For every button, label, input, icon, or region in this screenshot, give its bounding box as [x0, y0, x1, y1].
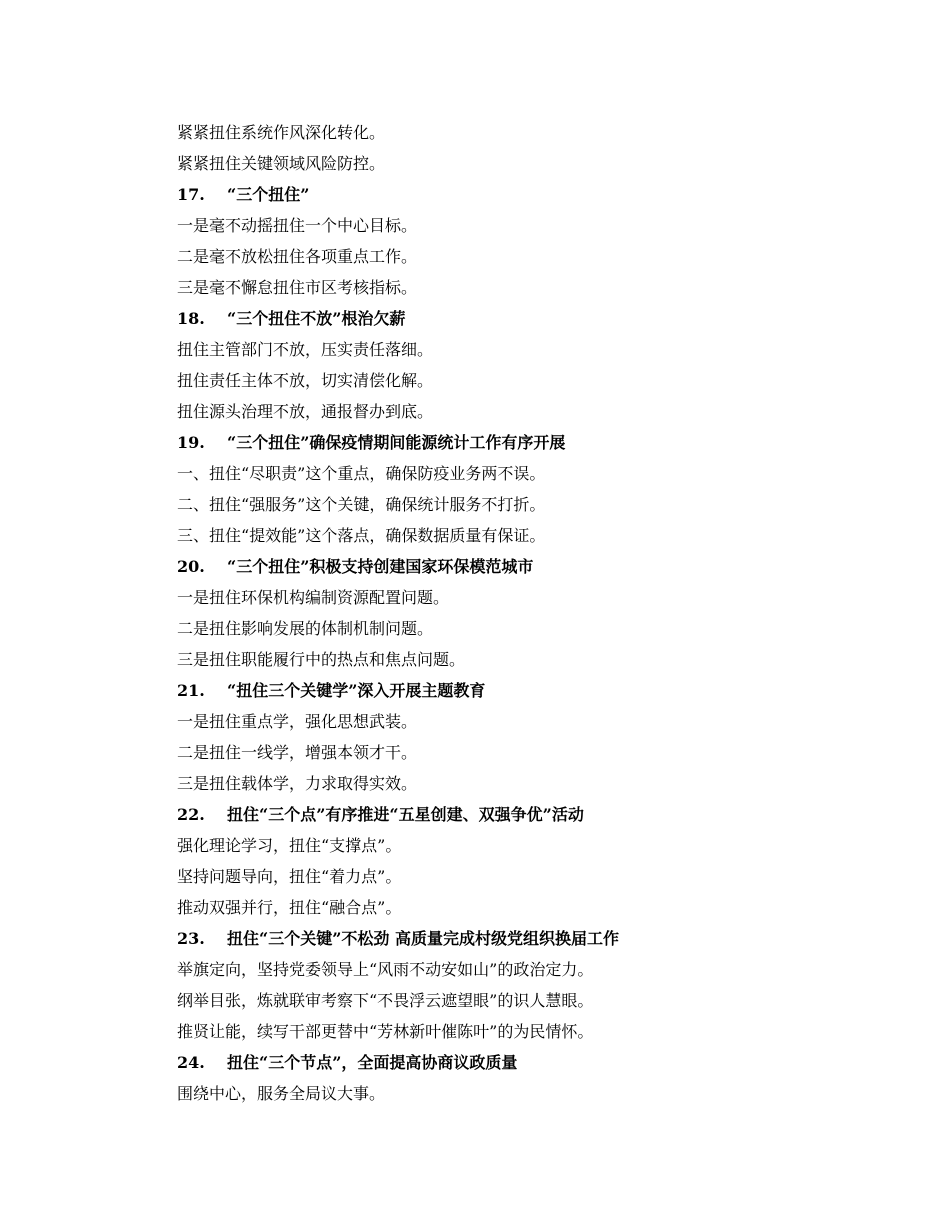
body-line: 二是扭住一线学，增强本领才干。 — [177, 743, 418, 762]
section-title: “三个扭住”积极支持创建国家环保模范城市 — [227, 557, 534, 576]
section-number: 21. — [177, 681, 205, 700]
section-heading — [177, 675, 917, 706]
section-heading — [177, 923, 917, 954]
section-title: 扭住“三个点”有序推进“五星创建、双强争优”活动 — [227, 805, 584, 824]
section-title: “三个扭住”确保疫情期间能源统计工作有序开展 — [227, 433, 566, 452]
body-line: 推动双强并行，扭住“融合点”。 — [177, 898, 402, 917]
body-line: 三、扭住“提效能”这个落点，确保数据质量有保证。 — [177, 526, 546, 545]
section-number: 17. — [177, 185, 205, 204]
body-line: 推贤让能，续写干部更替中“芳林新叶催陈叶”的为民情怀。 — [177, 1022, 594, 1041]
body-line: 紧紧扭住关键领域风险防控。 — [177, 154, 386, 173]
body-line: 二是毫不放松扭住各项重点工作。 — [177, 247, 418, 266]
body-line: 一、扭住“尽职责”这个重点，确保防疫业务两不误。 — [177, 464, 546, 483]
body-line: 扭住主管部门不放，压实责任落细。 — [177, 340, 434, 359]
section-title: 扭住“三个关键”不松劲 高质量完成村级党组织换届工作 — [227, 929, 619, 948]
body-line: 纲举目张，炼就联审考察下“不畏浮云遮望眼”的识人慧眼。 — [177, 991, 594, 1010]
body-line: 扭住责任主体不放，切实清偿化解。 — [177, 371, 434, 390]
body-line: 三是扭住载体学，力求取得实效。 — [177, 774, 418, 793]
body-line: 紧紧扭住系统作风深化转化。 — [177, 123, 386, 142]
body-line: 二是扭住影响发展的体制机制问题。 — [177, 619, 434, 638]
section-heading — [177, 1047, 917, 1078]
section-number: 19. — [177, 433, 205, 452]
section-heading — [177, 179, 917, 210]
body-line: 三是扭住职能履行中的热点和焦点问题。 — [177, 650, 466, 669]
body-line: 围绕中心，服务全局议大事。 — [177, 1084, 386, 1103]
body-line: 强化理论学习，扭住“支撑点”。 — [177, 836, 402, 855]
section-heading — [177, 799, 917, 830]
body-line: 三是毫不懈怠扭住市区考核指标。 — [177, 278, 418, 297]
section-heading — [177, 551, 917, 582]
section-title: 扭住“三个节点”，全面提高协商议政质量 — [227, 1053, 518, 1072]
body-line: 扭住源头治理不放，通报督办到底。 — [177, 402, 434, 421]
section-title: “扭住三个关键学”深入开展主题教育 — [227, 681, 486, 700]
section-number: 22. — [177, 805, 205, 824]
section-title: “三个扭住” — [227, 185, 310, 204]
section-number: 24. — [177, 1053, 205, 1072]
body-line: 坚持问题导向，扭住“着力点”。 — [177, 867, 402, 886]
document-body — [177, 117, 917, 1109]
section-heading — [177, 427, 917, 458]
body-line: 举旗定向，坚持党委领导上“风雨不动安如山”的政治定力。 — [177, 960, 594, 979]
section-number: 23. — [177, 929, 205, 948]
body-line: 一是扭住环保机构编制资源配置问题。 — [177, 588, 450, 607]
section-number: 18. — [177, 309, 205, 328]
body-line: 一是毫不动摇扭住一个中心目标。 — [177, 216, 418, 235]
section-number: 20. — [177, 557, 205, 576]
section-heading — [177, 303, 917, 334]
body-line: 二、扭住“强服务”这个关键，确保统计服务不打折。 — [177, 495, 546, 514]
body-line: 一是扭住重点学，强化思想武装。 — [177, 712, 418, 731]
section-title: “三个扭住不放”根治欠薪 — [227, 309, 406, 328]
